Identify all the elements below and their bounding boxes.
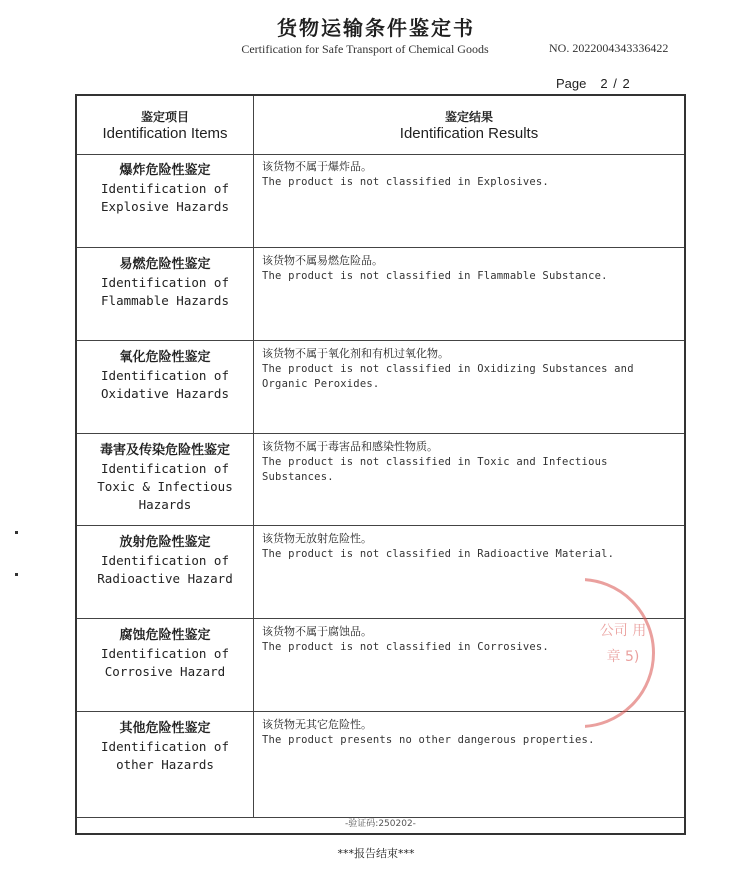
table-row [77, 154, 684, 248]
item-en: Identification of Oxidative Hazards [101, 368, 229, 401]
seal-text: 公司 用章 5) [599, 623, 647, 665]
result-cn: 该货物不属于氧化剂和有机过氧化物。 [262, 347, 449, 360]
report-end: ***报告结束*** [337, 847, 415, 860]
result-cn: 该货物无其它危险性。 [262, 718, 372, 731]
document-subtitle: Certification for Safe Transport of Chemical Goods [241, 42, 489, 56]
header-results [254, 96, 684, 154]
item-cell [77, 712, 253, 817]
result-en: The product is not classified in Flammable Substance. [262, 270, 608, 282]
page-number: 2 / 2 [600, 76, 631, 91]
page-label: Page [556, 76, 587, 91]
result-cn: 该货物不属于爆炸品。 [262, 160, 372, 173]
header-items [77, 96, 253, 154]
page-indicator [556, 76, 631, 91]
item-cn: 氧化危险性鉴定 [119, 350, 211, 365]
result-cn: 该货物不属易燃危险品。 [262, 254, 383, 267]
table-row [77, 248, 684, 341]
table-header [77, 96, 684, 155]
item-en: Identification of other Hazards [101, 739, 229, 772]
result-en: The product is not classified in Explosives. [262, 176, 549, 188]
result-cn: 该货物不属于腐蚀品。 [262, 625, 372, 638]
table-row [77, 341, 684, 434]
item-en: Identification of Corrosive Hazard [101, 646, 229, 679]
result-cell [262, 531, 682, 562]
document-number: NO. 2022004343336422 [549, 41, 669, 55]
item-cell [77, 434, 253, 525]
result-en: The product is not classified in Radioactive Material. [262, 548, 615, 560]
item-cn: 腐蚀危险性鉴定 [119, 628, 211, 643]
item-cn: 毒害及传染危险性鉴定 [99, 443, 230, 458]
scan-mark [15, 573, 18, 576]
header-results-cn: 鉴定结果 [444, 110, 493, 124]
item-en: Identification of Flammable Hazards [101, 275, 229, 308]
item-cell [77, 526, 253, 618]
verification-code: -验证码:250202- [345, 819, 416, 829]
result-en: The product is not classified in Corrosives. [262, 641, 549, 653]
item-cn: 其他危险性鉴定 [119, 721, 211, 736]
result-cell [262, 253, 682, 284]
item-en: Identification of Explosive Hazards [101, 181, 229, 214]
item-cell [77, 248, 253, 340]
item-cn: 爆炸危险性鉴定 [119, 163, 211, 178]
document-title: 货物运输条件鉴定书 [277, 16, 475, 40]
item-cn: 放射危险性鉴定 [119, 535, 211, 550]
scan-mark [15, 531, 18, 534]
header-items-cn: 鉴定项目 [140, 110, 189, 124]
item-cn: 易燃危险性鉴定 [119, 257, 211, 272]
item-en: Identification of Toxic & Infectious Hazards [97, 461, 233, 512]
header-items-en: Identification Items [102, 125, 228, 142]
item-en: Identification of Radioactive Hazard [97, 553, 233, 586]
item-cell [77, 154, 253, 247]
item-cell [77, 341, 253, 433]
company-seal [585, 578, 665, 728]
result-cell [262, 346, 682, 392]
result-en: The product is not classified in Oxidizing Substances and Organic Peroxides. [262, 363, 634, 390]
header-results-en: Identification Results [399, 125, 539, 142]
result-cn: 该货物不属于毒害品和感染性物质。 [262, 440, 438, 453]
result-cell [262, 439, 682, 485]
result-cn: 该货物无放射危险性。 [262, 532, 372, 545]
result-cell [262, 159, 682, 190]
item-cell [77, 619, 253, 711]
table-row [77, 434, 684, 526]
result-en: The product presents no other dangerous properties. [262, 734, 595, 746]
result-en: The product is not classified in Toxic and Infectious Substances. [262, 456, 608, 483]
